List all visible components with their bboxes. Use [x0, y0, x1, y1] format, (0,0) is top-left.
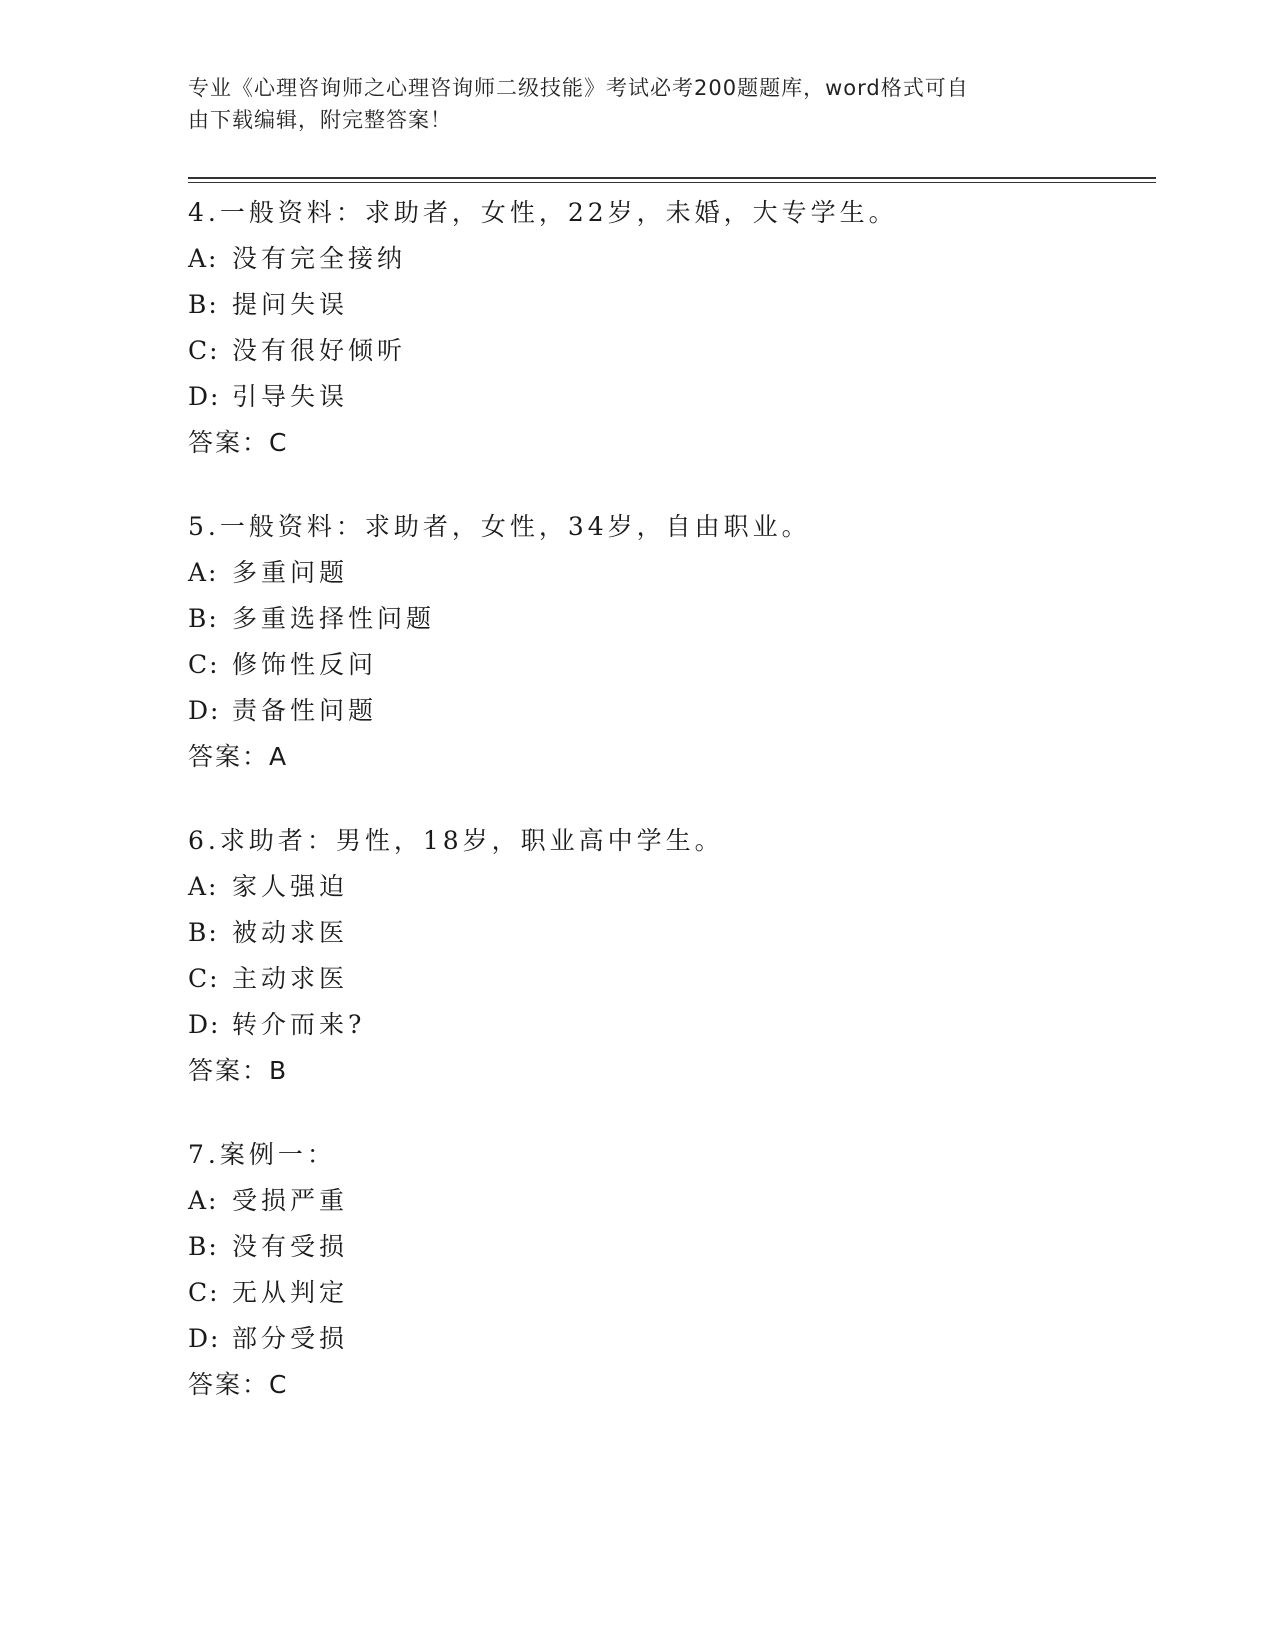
- option-letter: D:: [188, 1324, 221, 1353]
- option-d: [188, 1316, 1128, 1362]
- header-divider-thin: [188, 182, 1156, 183]
- option-b: [188, 282, 1128, 328]
- option-d: [188, 374, 1128, 420]
- option-text: 被动求医: [232, 918, 349, 947]
- option-letter: A:: [188, 872, 219, 901]
- question-stem: 6.求助者：男性，18岁，职业高中学生。: [188, 826, 724, 855]
- option-text: 部分受损: [232, 1324, 349, 1353]
- option-letter: D:: [188, 382, 221, 411]
- answer-line: 答案：A: [188, 742, 289, 771]
- option-c: [188, 642, 1128, 688]
- option-letter: A:: [188, 1186, 219, 1215]
- option-a: [188, 236, 1128, 282]
- option-text: 主动求医: [232, 964, 349, 993]
- answer-line: 答案：B: [188, 1056, 289, 1085]
- option-a: [188, 1178, 1128, 1224]
- option-text: 引导失误: [232, 382, 349, 411]
- option-letter: B:: [188, 918, 219, 947]
- option-letter: D:: [188, 1010, 221, 1039]
- question-stem: 7.案例一：: [188, 1140, 336, 1169]
- option-c: [188, 328, 1128, 374]
- option-d: [188, 688, 1128, 734]
- document-header: [188, 72, 1068, 136]
- question-stem: 4.一般资料：求助者，女性，22岁，未婚，大专学生。: [188, 198, 898, 227]
- header-line-1: 专业《心理咨询师之心理咨询师二级技能》考试必考200题题库，word格式可自: [188, 76, 969, 100]
- option-letter: B:: [188, 604, 219, 633]
- option-letter: C:: [188, 1278, 220, 1307]
- question-list: [188, 190, 1128, 1446]
- option-text: 责备性问题: [232, 696, 378, 725]
- option-letter: D:: [188, 696, 221, 725]
- option-b: [188, 596, 1128, 642]
- option-text: 无从判定: [232, 1278, 349, 1307]
- option-letter: C:: [188, 964, 220, 993]
- answer-line: 答案：C: [188, 1370, 289, 1399]
- option-text: 没有受损: [232, 1232, 349, 1261]
- option-text: 提问失误: [232, 290, 349, 319]
- answer-line: 答案：C: [188, 428, 289, 457]
- option-text: 多重问题: [232, 558, 349, 587]
- option-letter: A:: [188, 244, 219, 273]
- question-5: [188, 504, 1128, 780]
- option-letter: C:: [188, 650, 220, 679]
- option-text: 家人强迫: [232, 872, 349, 901]
- option-text: 多重选择性问题: [232, 604, 436, 633]
- option-text: 修饰性反问: [232, 650, 378, 679]
- option-a: [188, 550, 1128, 596]
- option-letter: A:: [188, 558, 219, 587]
- option-text: 没有很好倾听: [232, 336, 407, 365]
- option-letter: B:: [188, 1232, 219, 1261]
- question-4: [188, 190, 1128, 466]
- option-text: 没有完全接纳: [232, 244, 407, 273]
- option-text: 受损严重: [232, 1186, 349, 1215]
- option-b: [188, 910, 1128, 956]
- option-a: [188, 864, 1128, 910]
- question-7: [188, 1132, 1128, 1408]
- header-line-2: 由下载编辑，附完整答案！: [188, 108, 452, 132]
- question-stem: 5.一般资料：求助者，女性，34岁，自由职业。: [188, 512, 811, 541]
- option-letter: C:: [188, 336, 220, 365]
- option-c: [188, 1270, 1128, 1316]
- option-text: 转介而来?: [232, 1010, 366, 1039]
- option-b: [188, 1224, 1128, 1270]
- header-divider-thick: [188, 177, 1156, 179]
- question-6: [188, 818, 1128, 1094]
- option-c: [188, 956, 1128, 1002]
- option-letter: B:: [188, 290, 219, 319]
- option-d: [188, 1002, 1128, 1048]
